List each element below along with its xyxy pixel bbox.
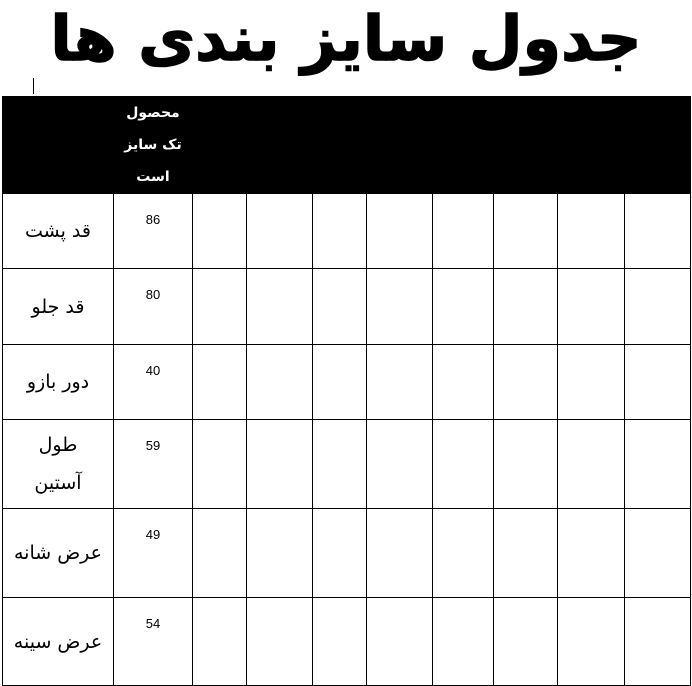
empty-cell bbox=[558, 509, 625, 598]
header-cell-empty bbox=[558, 97, 625, 194]
empty-cell bbox=[193, 598, 247, 686]
empty-cell bbox=[193, 269, 247, 345]
header-cell-empty bbox=[433, 97, 494, 194]
size-table bbox=[2, 96, 691, 686]
row-value: 86 bbox=[114, 194, 193, 269]
empty-cell bbox=[367, 509, 433, 598]
empty-cell bbox=[433, 420, 494, 509]
empty-cell bbox=[433, 598, 494, 686]
empty-cell bbox=[494, 509, 558, 598]
empty-cell bbox=[494, 345, 558, 420]
empty-cell bbox=[313, 598, 367, 686]
row-label: دور بازو bbox=[3, 345, 114, 420]
header-cell-empty bbox=[367, 97, 433, 194]
header-cell-empty bbox=[494, 97, 558, 194]
empty-cell bbox=[313, 420, 367, 509]
text-cursor bbox=[33, 78, 34, 94]
table-header-row bbox=[3, 97, 691, 194]
empty-cell bbox=[367, 598, 433, 686]
table-row bbox=[3, 269, 691, 345]
table-row bbox=[3, 420, 691, 509]
row-label: قد پشت bbox=[3, 194, 114, 269]
empty-cell bbox=[494, 269, 558, 345]
page-title: جدول سایز بندی ها bbox=[50, 2, 642, 75]
row-value: 80 bbox=[114, 269, 193, 345]
empty-cell bbox=[494, 598, 558, 686]
empty-cell bbox=[193, 345, 247, 420]
empty-cell bbox=[193, 420, 247, 509]
row-label: عرض شانه bbox=[3, 509, 114, 598]
empty-cell bbox=[247, 420, 313, 509]
row-label: قد جلو bbox=[3, 269, 114, 345]
empty-cell bbox=[625, 509, 691, 598]
row-value: 49 bbox=[114, 509, 193, 598]
empty-cell bbox=[313, 345, 367, 420]
empty-cell bbox=[625, 345, 691, 420]
header-cell-empty bbox=[3, 97, 114, 194]
empty-cell bbox=[247, 269, 313, 345]
empty-cell bbox=[625, 420, 691, 509]
empty-cell bbox=[494, 420, 558, 509]
empty-cell bbox=[247, 194, 313, 269]
table-row bbox=[3, 345, 691, 420]
row-value: 40 bbox=[114, 345, 193, 420]
empty-cell bbox=[367, 345, 433, 420]
table-row bbox=[3, 598, 691, 686]
empty-cell bbox=[247, 598, 313, 686]
empty-cell bbox=[433, 509, 494, 598]
header-cell-product-note: محصول تک سایز است bbox=[114, 97, 193, 194]
empty-cell bbox=[313, 509, 367, 598]
row-value: 59 bbox=[114, 420, 193, 509]
empty-cell bbox=[558, 420, 625, 509]
empty-cell bbox=[494, 194, 558, 269]
header-cell-empty bbox=[193, 97, 247, 194]
empty-cell bbox=[313, 269, 367, 345]
empty-cell bbox=[433, 194, 494, 269]
empty-cell bbox=[433, 269, 494, 345]
row-label: عرض سینه bbox=[3, 598, 114, 686]
empty-cell bbox=[625, 598, 691, 686]
empty-cell bbox=[433, 345, 494, 420]
row-label: طول آستین bbox=[3, 420, 114, 509]
empty-cell bbox=[193, 509, 247, 598]
header-cell-empty bbox=[625, 97, 691, 194]
table-row bbox=[3, 194, 691, 269]
empty-cell bbox=[247, 345, 313, 420]
row-value: 54 bbox=[114, 598, 193, 686]
empty-cell bbox=[558, 345, 625, 420]
header-cell-empty bbox=[313, 97, 367, 194]
table-row bbox=[3, 509, 691, 598]
empty-cell bbox=[367, 194, 433, 269]
empty-cell bbox=[558, 269, 625, 345]
empty-cell bbox=[193, 194, 247, 269]
empty-cell bbox=[313, 194, 367, 269]
empty-cell bbox=[367, 269, 433, 345]
empty-cell bbox=[247, 509, 313, 598]
empty-cell bbox=[367, 420, 433, 509]
header-cell-empty bbox=[247, 97, 313, 194]
empty-cell bbox=[625, 269, 691, 345]
empty-cell bbox=[558, 598, 625, 686]
empty-cell bbox=[558, 194, 625, 269]
empty-cell bbox=[625, 194, 691, 269]
